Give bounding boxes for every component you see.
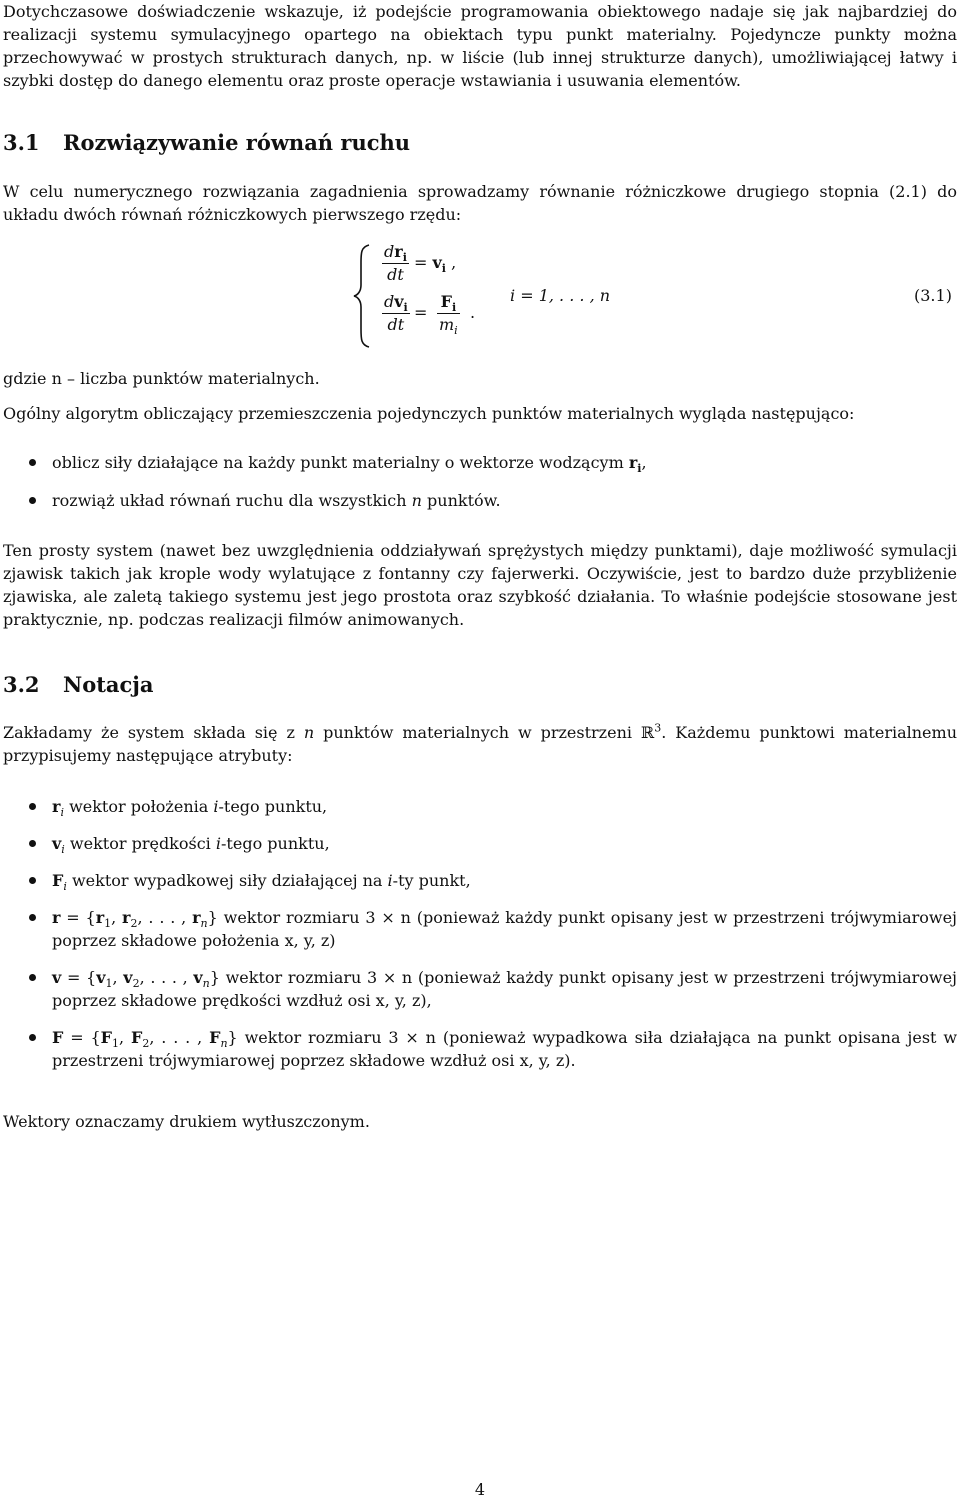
attribute-list <box>0 795 957 1072</box>
list-item: $r_i$ wektor położenia i-tego punktu, <box>0 795 957 818</box>
final-note: Wektory oznaczamy drukiem wytłuszczonym. <box>3 1112 370 1131</box>
section-number: 3.1 <box>3 130 40 155</box>
list-item: $v_i$ wektor prędkości i-tego punktu, <box>0 832 957 855</box>
where-text: gdzie n – liczba punktów materialnych. <box>3 369 320 388</box>
page-number: 4 <box>474 1480 486 1499</box>
fraction-dv-dt: $dv_i$ dt <box>384 292 408 334</box>
equation-line-2-eq: = <box>414 303 428 322</box>
equation-index-range: i = 1, . . . , n <box>510 286 611 305</box>
section-title: Rozwiązywanie równań ruchu <box>63 130 411 155</box>
section-number: 3.2 <box>3 672 40 697</box>
intro-paragraph: Dotychczasowe doświadczenie wskazuje, iż podejście programowania obiektowego nadaje się jak najbardziej do realizacji systemu symulacyjnego opartego na obiektach typu punkt materialny. Pojedyncze punkty można przechowywać w prostych strukturach danych, np. w liście (lub innej strukturze danych), umożliwiającej łatwy i szybki dostęp do danego elementu oraz proste operacje wstawiania i usuwania elementów. <box>3 2 957 90</box>
section-3-2-paragraph: Zakładamy że system składa się z n punktów materialnych w przestrzeni ℝ$^3$. Każdemu punktowi materialnemu przypisujemy następujące atrybuty: <box>3 721 957 765</box>
section-3-1-paragraph: W celu numerycznego rozwiązania zagadnienia sprowadzamy równanie różniczkowe drugiego stopnia (2.1) do układu dwóch równań różniczkowych pierwszego rzędu: <box>3 182 957 224</box>
section-3-1-paragraph-2: Ten prosty system (nawet bez uwzględnienia oddziaływań sprężystych między punktami), daje możliwość symulacji zjawisk takich jak krople wody wylatujące z fontanny czy fajerwerki. Oczywiście, jest to bardzo duże przybliżenie zjawiska, ale zaletą takiego systemu jest jego prostota oraz szybkość działania. To właśnie podejście stosowane jest praktycznie, np. podczas realizacji filmów animowanych. <box>3 541 957 629</box>
list-item: $v = \{v_1$, $v_2$, . . . , $v_n$} wektor rozmiaru 3 × n (ponieważ każdy punkt opisany jest w przestrzeni trójwymiarowej poprzez składowe prędkości wzdłuż osi x, y, z), <box>0 966 957 1012</box>
algorithm-intro: Ogólny algorytm obliczający przemieszczenia pojedynczych punktów materialnych wygląda następująco: <box>3 404 855 423</box>
left-brace-icon <box>352 243 372 349</box>
section-heading-3-1 <box>3 130 410 156</box>
section-title: Notacja <box>63 672 154 697</box>
list-item: $r = \{r_1$, $r_2$, . . . , $r_n$} wektor rozmiaru 3 × n (ponieważ każdy punkt opisany jest w przestrzeni trójwymiarowej poprzez składowe położenia x, y, z) <box>0 906 957 952</box>
fraction-dr-dt: $dr_i$ dt <box>384 242 407 284</box>
equation-line-1-rhs: = $v_i$ , <box>414 253 457 276</box>
list-item: oblicz siły działające na każdy punkt materialny o wektorze wodzącym $r_i$, <box>0 451 957 474</box>
list-item: $F_i$ wektor wypadkowej siły działającej na i-ty punkt, <box>0 869 957 892</box>
equation-period: . <box>470 303 476 322</box>
algorithm-steps <box>0 451 957 512</box>
fraction-f-m: $\frac{F_i}{m_i}$ <box>439 292 458 338</box>
list-item: rozwiąż układ równań ruchu dla wszystkich n punktów. <box>0 489 957 512</box>
section-heading-3-2 <box>3 672 154 698</box>
list-item: $F = \{F_1$, $F_2$, . . . , $F_n$} wektor rozmiaru 3 × n (ponieważ wypadkowa siła działająca na punkt opisana jest w przestrzeni trójwymiarowej poprzez składowe wzdłuż osi x, y, z). <box>0 1026 957 1072</box>
equation-3-1 <box>0 241 960 353</box>
equation-tag: (3.1) <box>914 286 952 305</box>
